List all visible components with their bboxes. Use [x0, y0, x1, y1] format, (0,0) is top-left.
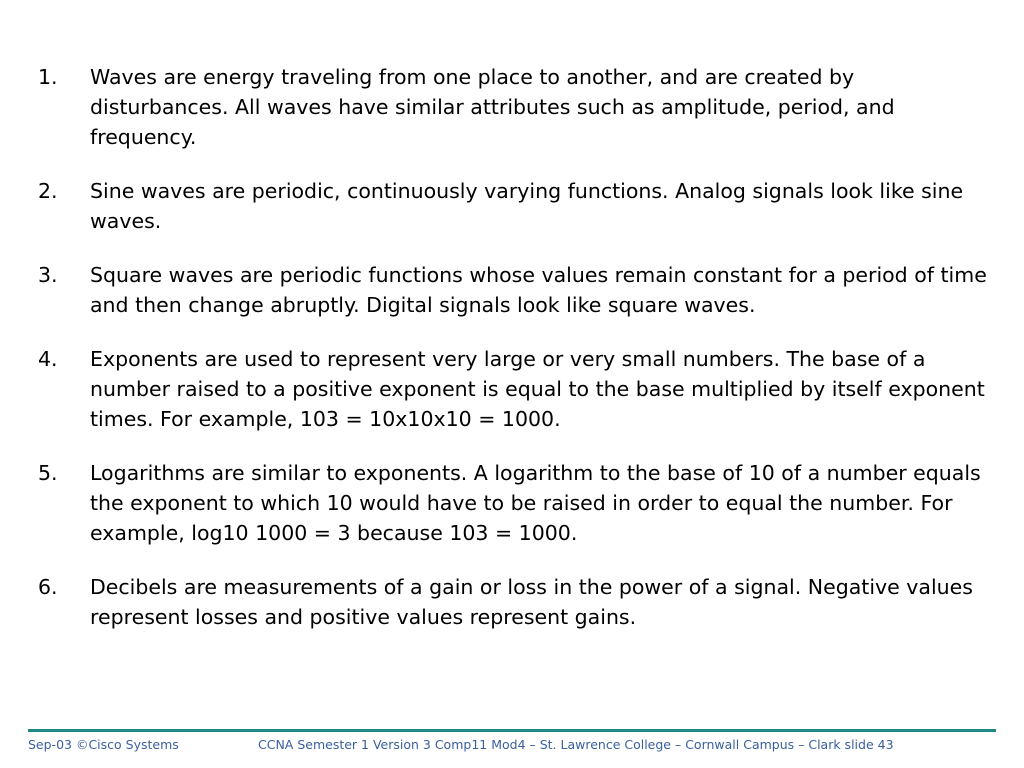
item-number: 1.	[38, 65, 58, 89]
item-number: 3.	[38, 263, 58, 287]
item-number: 6.	[38, 575, 58, 599]
item-text: Sine waves are periodic, continuously varying functions. Analog signals look like sine waves.	[90, 179, 964, 233]
footer-copyright: Sep-03 ©Cisco Systems	[28, 737, 179, 752]
list-item-1	[38, 62, 998, 152]
list-item-6	[38, 572, 998, 632]
item-text: Exponents are used to represent very large or very small numbers. The base of a number raised to a positive exponent is equal to the base multiplied by itself exponent times. For example, 103 = 10x10x10 = 1000.	[90, 347, 985, 431]
list-item-4	[38, 344, 998, 434]
item-text: Waves are energy traveling from one place to another, and are created by disturbances. All waves have similar attributes such as amplitude, period, and frequency.	[90, 65, 895, 149]
item-number: 4.	[38, 347, 58, 371]
list-item-5	[38, 458, 998, 548]
item-text: Decibels are measurements of a gain or loss in the power of a signal. Negative values represent losses and positive values represent gains.	[90, 575, 973, 629]
item-number: 5.	[38, 461, 58, 485]
slide-body-list	[38, 62, 998, 656]
footer-course-info: CCNA Semester 1 Version 3 Comp11 Mod4 – St. Lawrence College – Cornwall Campus – Clark slide 43	[258, 737, 894, 752]
list-item-3	[38, 260, 998, 320]
item-text: Logarithms are similar to exponents. A logarithm to the base of 10 of a number equals the exponent to which 10 would have to be raised in order to equal the number. For example, log10 1000 = 3 because 103 = 1000.	[90, 461, 981, 545]
footer-divider	[28, 729, 996, 732]
item-text: Square waves are periodic functions whose values remain constant for a period of time and then change abruptly. Digital signals look like square waves.	[90, 263, 987, 317]
list-item-2	[38, 176, 998, 236]
item-number: 2.	[38, 179, 58, 203]
